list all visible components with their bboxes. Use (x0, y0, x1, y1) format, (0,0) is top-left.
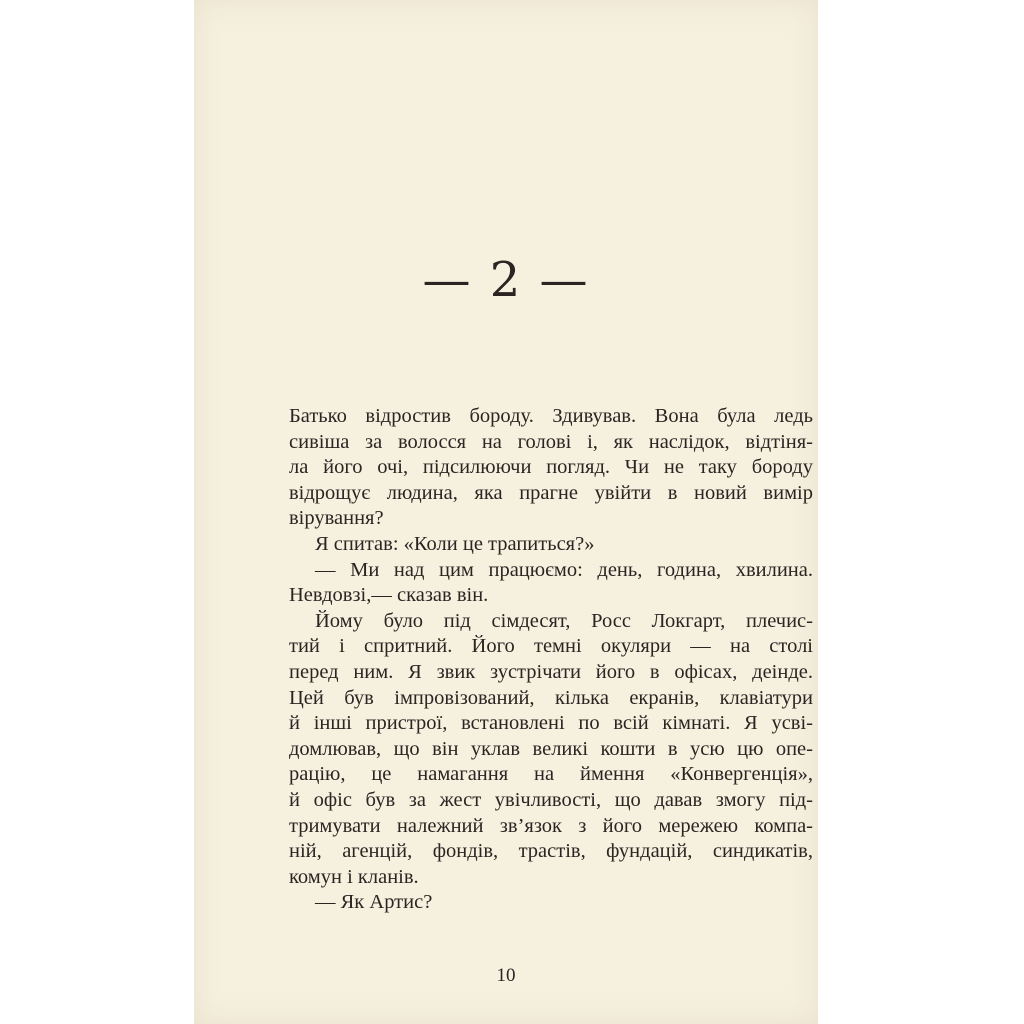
text-line: й офіс був за жест увічливості, що давав змогу під- (289, 788, 813, 811)
text-line: — Як Артис? (315, 891, 433, 914)
text-line: Батько відростив бороду. Здивував. Вона була ледь (289, 405, 813, 427)
text-line: Цей був імпровізований, кілька екранів, клавіатури (289, 686, 813, 709)
text-line: ла його очі, підсилюючи погляд. Чи не таку бороду (289, 456, 813, 479)
chapter-number: — 2 — (422, 252, 590, 308)
text-line: Я спитав: «Коли це трапиться?» (315, 532, 595, 555)
text-line: тримувати належний зв’язок з його мережею компа- (289, 814, 813, 837)
text-line: Невдовзі,— сказав він. (289, 584, 489, 607)
text-line: й інші пристрої, встановлені по всій кімнаті. Я усві- (289, 712, 813, 735)
text-line: комун і кланів. (289, 865, 419, 888)
text-line: — Ми над цим працюємо: день, година, хвилина. (315, 558, 813, 581)
text-line: ній, агенцій, фондів, трастів, фундацій, синдикатів, (289, 840, 813, 863)
text-line: перед ним. Я звик зустрічати його в офісах, деінде. (289, 660, 813, 683)
text-line: тий і спритний. Його темні окуляри — на столі (289, 635, 813, 658)
text-line: домлював, що він уклав великі кошти в усю цю опе- (289, 737, 813, 760)
text-line: вірування? (289, 507, 384, 530)
text-line: відрощує людина, яка прагне увійти в новий вимір (289, 481, 813, 504)
book-page (194, 0, 818, 1024)
page-number: 10 (496, 965, 516, 986)
text-line: сивіша за волосся на голові і, як наслідок, відтіня- (289, 430, 813, 453)
body-text (289, 404, 813, 916)
text-line: рацію, це намагання на ймення «Конвергенція», (289, 763, 813, 786)
text-line: Йому було під сімдесят, Росс Локгарт, плечис- (315, 609, 813, 632)
